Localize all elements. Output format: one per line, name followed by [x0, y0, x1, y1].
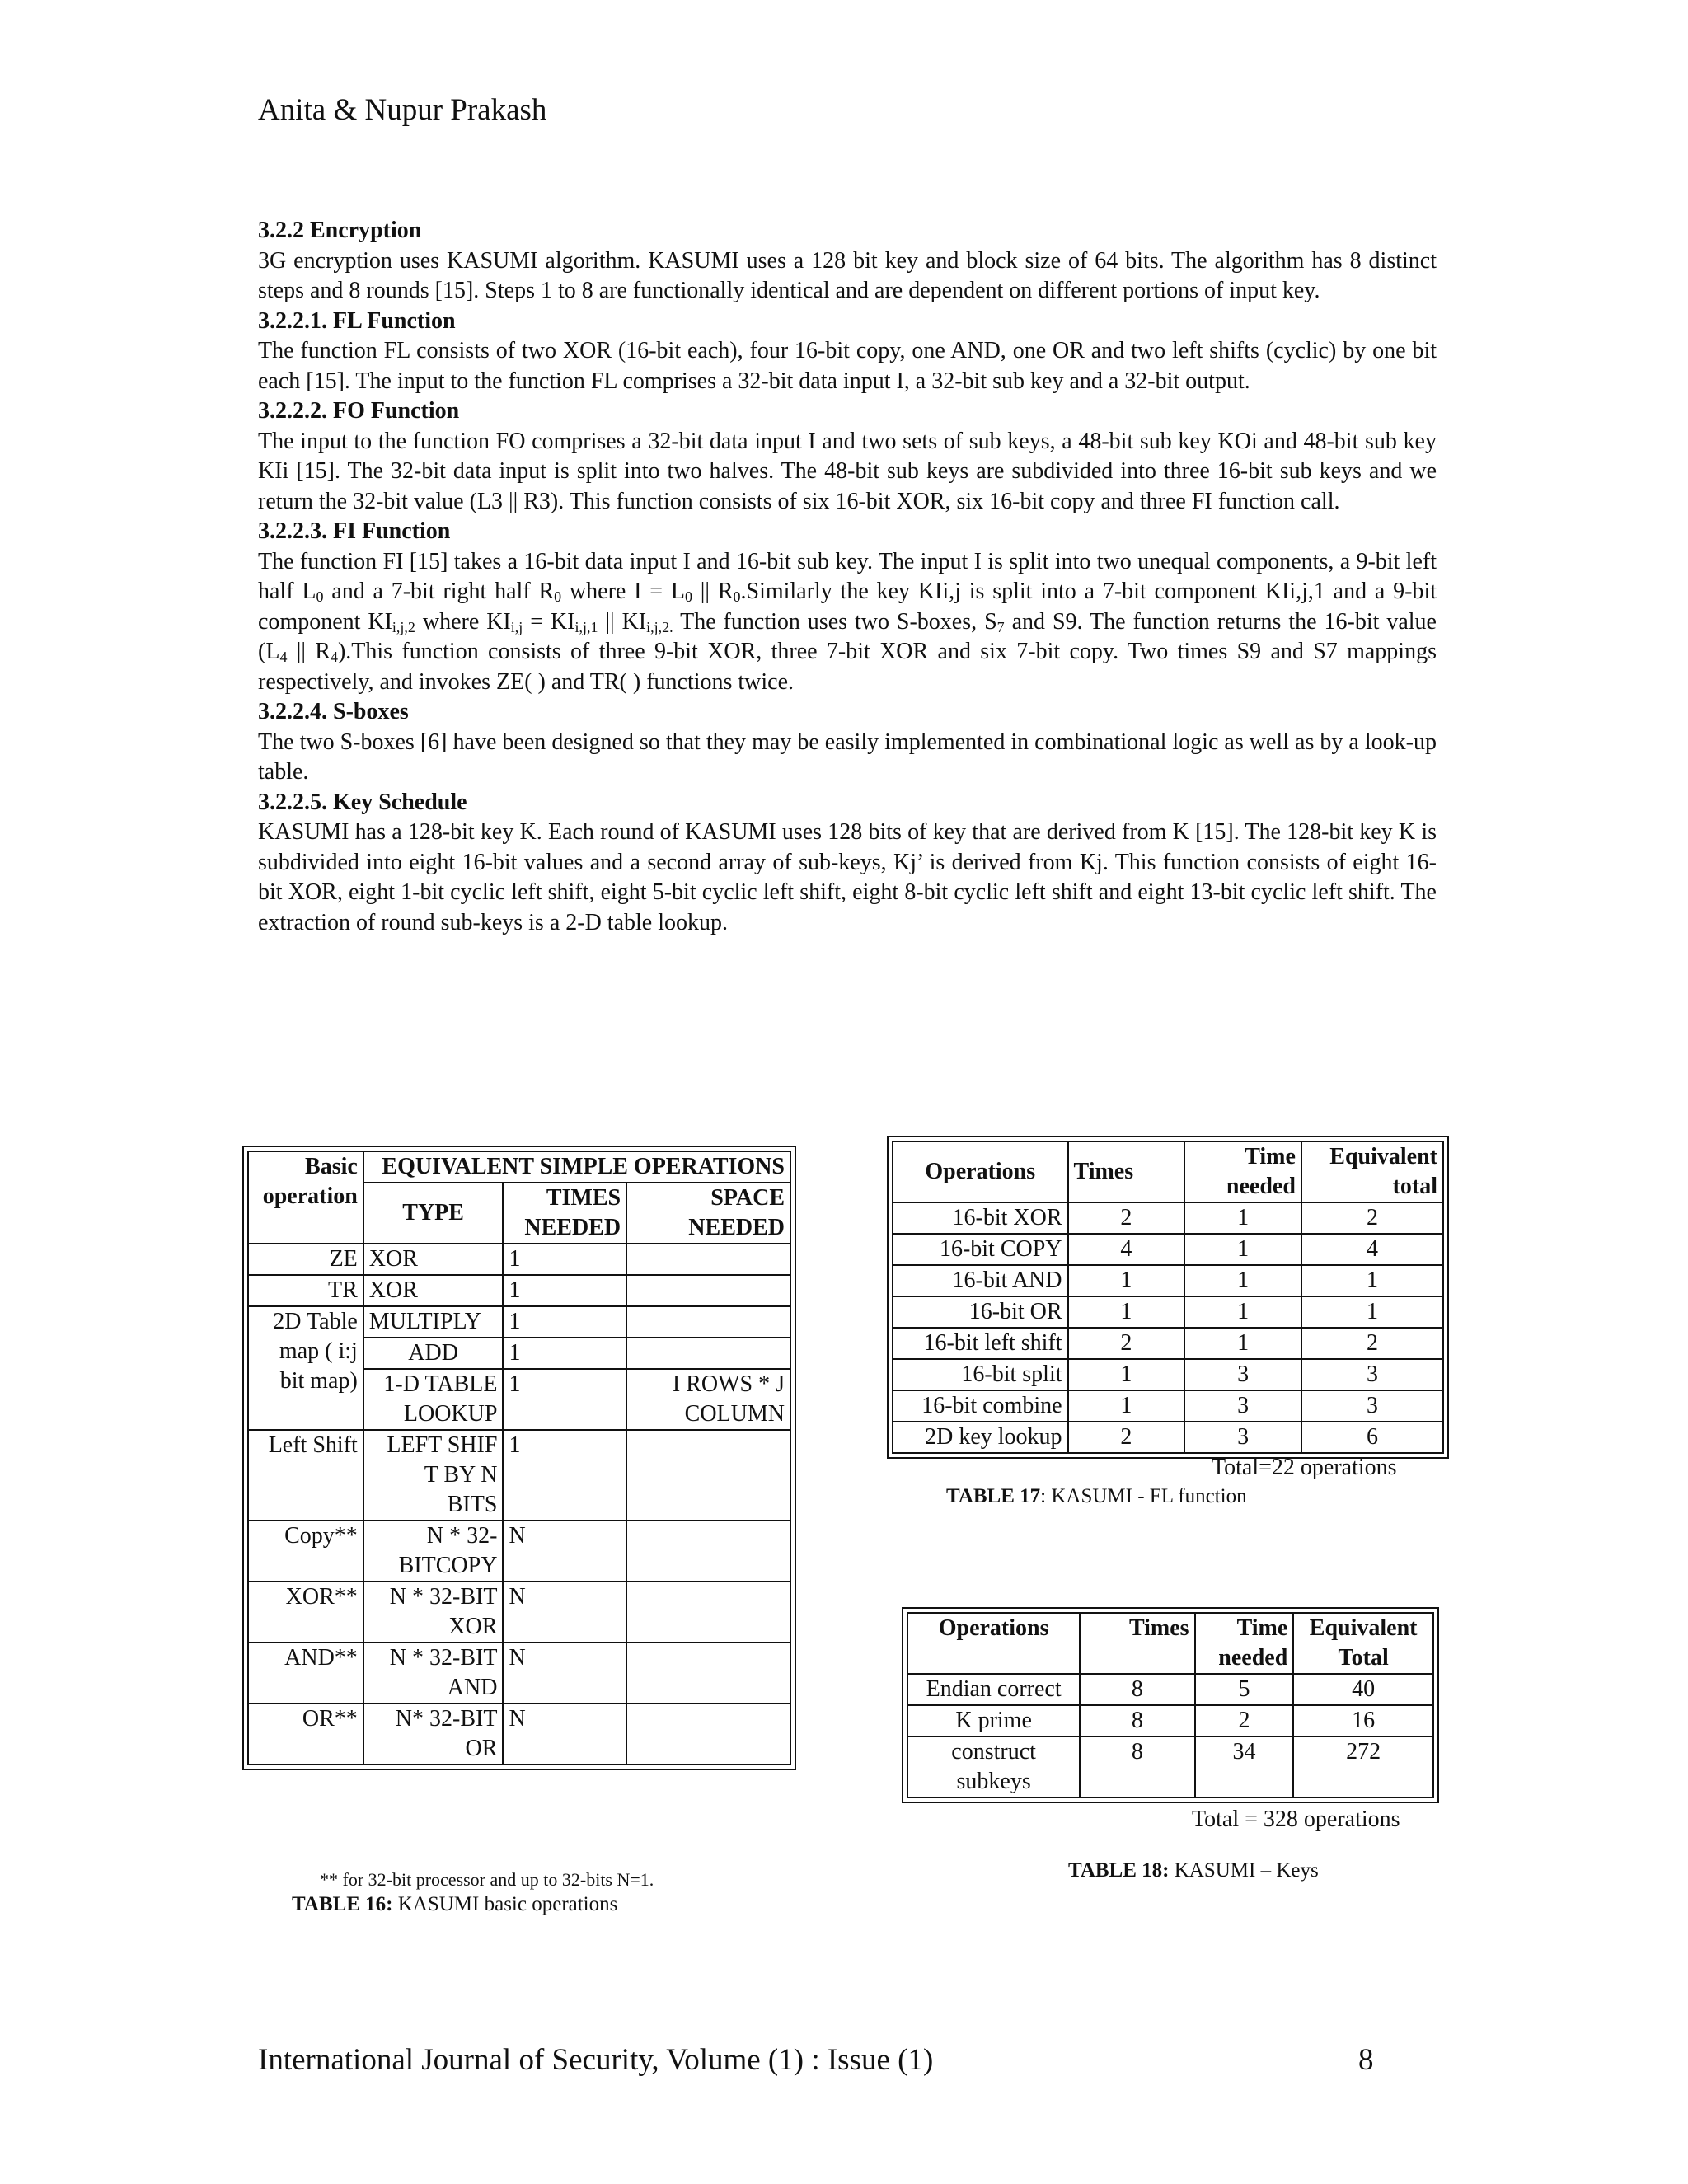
header-times-needed: TIMES NEEDED — [503, 1183, 626, 1244]
table-16 — [242, 1146, 796, 1770]
paragraph-fo: The input to the function FO comprises a 32-bit data input I and two sets of sub keys, a 48-bit sub key KOi and 48-bit sub key KIi [15]. The 32-bit data input is split into two halves. The 48-bit sub keys are subdivided into three 16-bit sub keys and we return the 32-bit value (L3 || R3). This function consists of six 16-bit XOR, six 16-bit copy and three FI function call. — [258, 428, 1437, 514]
header-time-needed: Time needed — [1195, 1613, 1294, 1674]
table-row: Left Shift LEFT SHIF T BY N BITS 1 — [248, 1430, 790, 1521]
table-row: 2D key lookup 2 3 6 — [893, 1422, 1443, 1453]
table-row: AND** N * 32-BIT AND N — [248, 1643, 790, 1704]
body-text — [258, 216, 1437, 938]
header-basic-operation: Basic operation — [248, 1151, 363, 1244]
running-footer: International Journal of Security, Volume (1) : Issue (1) — [258, 2043, 934, 2077]
table-17-total: Total=22 operations — [1212, 1455, 1397, 1480]
header-equivalent-ops: EQUIVALENT SIMPLE OPERATIONS — [363, 1151, 790, 1183]
paragraph-fi: The function FI [15] takes a 16-bit data input I and 16-bit sub key. The input I is split into two unequal components, a 9-bit left half $L_0$ and a 7-bit right half $R_0$ where $I = L_0$ || $R_0.Similarly$ the key KIi,j is split into a 7-bit component KIi,j,1 and a 9-bit component $KI_{i,j,2}$ where $KI_{i,j} = KI_{i,j,1}$ || $KI_{i,j,2.}$ The function uses two S-boxes, $S_7$ and S9. The function returns the 16-bit value ($L_4$ || $R_4).This$ function consists of three 9-bit XOR, three 7-bit XOR and six 7-bit copy. Two times S9 and S7 mappings respectively, and invokes ZE( ) and TR( ) functions twice. — [258, 548, 1437, 695]
page-number: 8 — [1358, 2043, 1374, 2077]
header-times: Times — [1068, 1141, 1185, 1202]
header-space-needed: SPACE NEEDED — [626, 1183, 790, 1244]
paragraph-key-schedule: KASUMI has a 128-bit key K. Each round of KASUMI uses 128 bits of key that are derived from K [15]. The 128-bit key K is subdivided into eight 16-bit values and a second array of sub-keys, Kj’ is derived from Kj. This function consists of eight 16-bit XOR, eight 1-bit cyclic left shift, eight 5-bit cyclic left shift, eight 8-bit cyclic left shift and eight 13-bit cyclic left shift. The extraction of round sub-keys is a 2-D table lookup. — [258, 819, 1437, 935]
table-18-caption: TABLE 18: KASUMI – Keys — [1068, 1859, 1319, 1882]
table-row: TR XOR 1 — [248, 1275, 790, 1306]
table-row: 16-bit AND 1 1 1 — [893, 1265, 1443, 1296]
section-heading-fl: 3.2.2.1. FL Function — [258, 307, 456, 334]
paragraph-encryption: 3G encryption uses KASUMI algorithm. KASUMI uses a 128 bit key and block size of 64 bits. The algorithm has 8 distinct steps and 8 rounds [15]. Steps 1 to 8 are functionally identical and are dependent on different portions of input key. — [258, 247, 1437, 303]
table-row: OR** N* 32-BIT OR N — [248, 1704, 790, 1765]
table-row: 16-bit combine 1 3 3 — [893, 1390, 1443, 1422]
table-17-caption: TABLE 17: KASUMI - FL function — [946, 1485, 1247, 1507]
table-row: 16-bit COPY 4 1 4 — [893, 1234, 1443, 1265]
table-row: construct subkeys 8 34 272 — [907, 1736, 1433, 1797]
table-18-total: Total = 328 operations — [1192, 1807, 1400, 1832]
table-row: Endian correct 8 5 40 — [907, 1674, 1433, 1705]
header-operations: Operations — [907, 1613, 1080, 1674]
section-heading-fo: 3.2.2.2. FO Function — [258, 398, 460, 424]
table-row: 16-bit left shift 2 1 2 — [893, 1328, 1443, 1359]
table-16-caption: TABLE 16: KASUMI basic operations — [292, 1893, 618, 1915]
section-heading-key-schedule: 3.2.2.5. Key Schedule — [258, 789, 467, 815]
paragraph-fl: The function FL consists of two XOR (16-bit each), four 16-bit copy, one AND, one OR and two left shifts (cyclic) by one bit each [15]. The input to the function FL comprises a 32-bit data input I, a 32-bit sub key and a 32-bit output. — [258, 338, 1437, 394]
header-operations: Operations — [893, 1141, 1068, 1202]
table-row: ZE XOR 1 — [248, 1244, 790, 1275]
table-17 — [887, 1136, 1449, 1459]
running-header: Anita & Nupur Prakash — [258, 93, 547, 127]
table-row: 16-bit split 1 3 3 — [893, 1359, 1443, 1390]
table-18 — [902, 1607, 1439, 1803]
header-equivalent-total: Equivalent total — [1301, 1141, 1443, 1202]
table-16-note: ** for 32-bit processor and up to 32-bits N=1. — [320, 1869, 654, 1890]
section-heading-fi: 3.2.2.3. FI Function — [258, 518, 451, 544]
header-equivalent-total: Equivalent Total — [1293, 1613, 1433, 1674]
table-row: Copy** N * 32-BITCOPY N — [248, 1521, 790, 1582]
table-row: ADD 1 — [248, 1338, 790, 1369]
table-row: 2D Table map ( i:j bit map) MULTIPLY 1 — [248, 1306, 790, 1338]
table-row: 16-bit XOR 2 1 2 — [893, 1202, 1443, 1234]
header-time-needed: Time needed — [1184, 1141, 1301, 1202]
table-row: XOR** N * 32-BIT XOR N — [248, 1582, 790, 1643]
section-heading-sboxes: 3.2.2.4. S-boxes — [258, 699, 409, 724]
table-row: 1-D TABLE LOOKUP 1 I ROWS * J COLUMN — [248, 1369, 790, 1430]
table-row: 16-bit OR 1 1 1 — [893, 1296, 1443, 1328]
header-times: Times — [1080, 1613, 1194, 1674]
header-type: TYPE — [363, 1183, 504, 1244]
table-row: K prime 8 2 16 — [907, 1705, 1433, 1736]
section-heading-encryption: 3.2.2 Encryption — [258, 218, 422, 243]
paragraph-sboxes: The two S-boxes [6] have been designed so that they may be easily implemented in combinational logic as well as by a look-up table. — [258, 729, 1437, 785]
